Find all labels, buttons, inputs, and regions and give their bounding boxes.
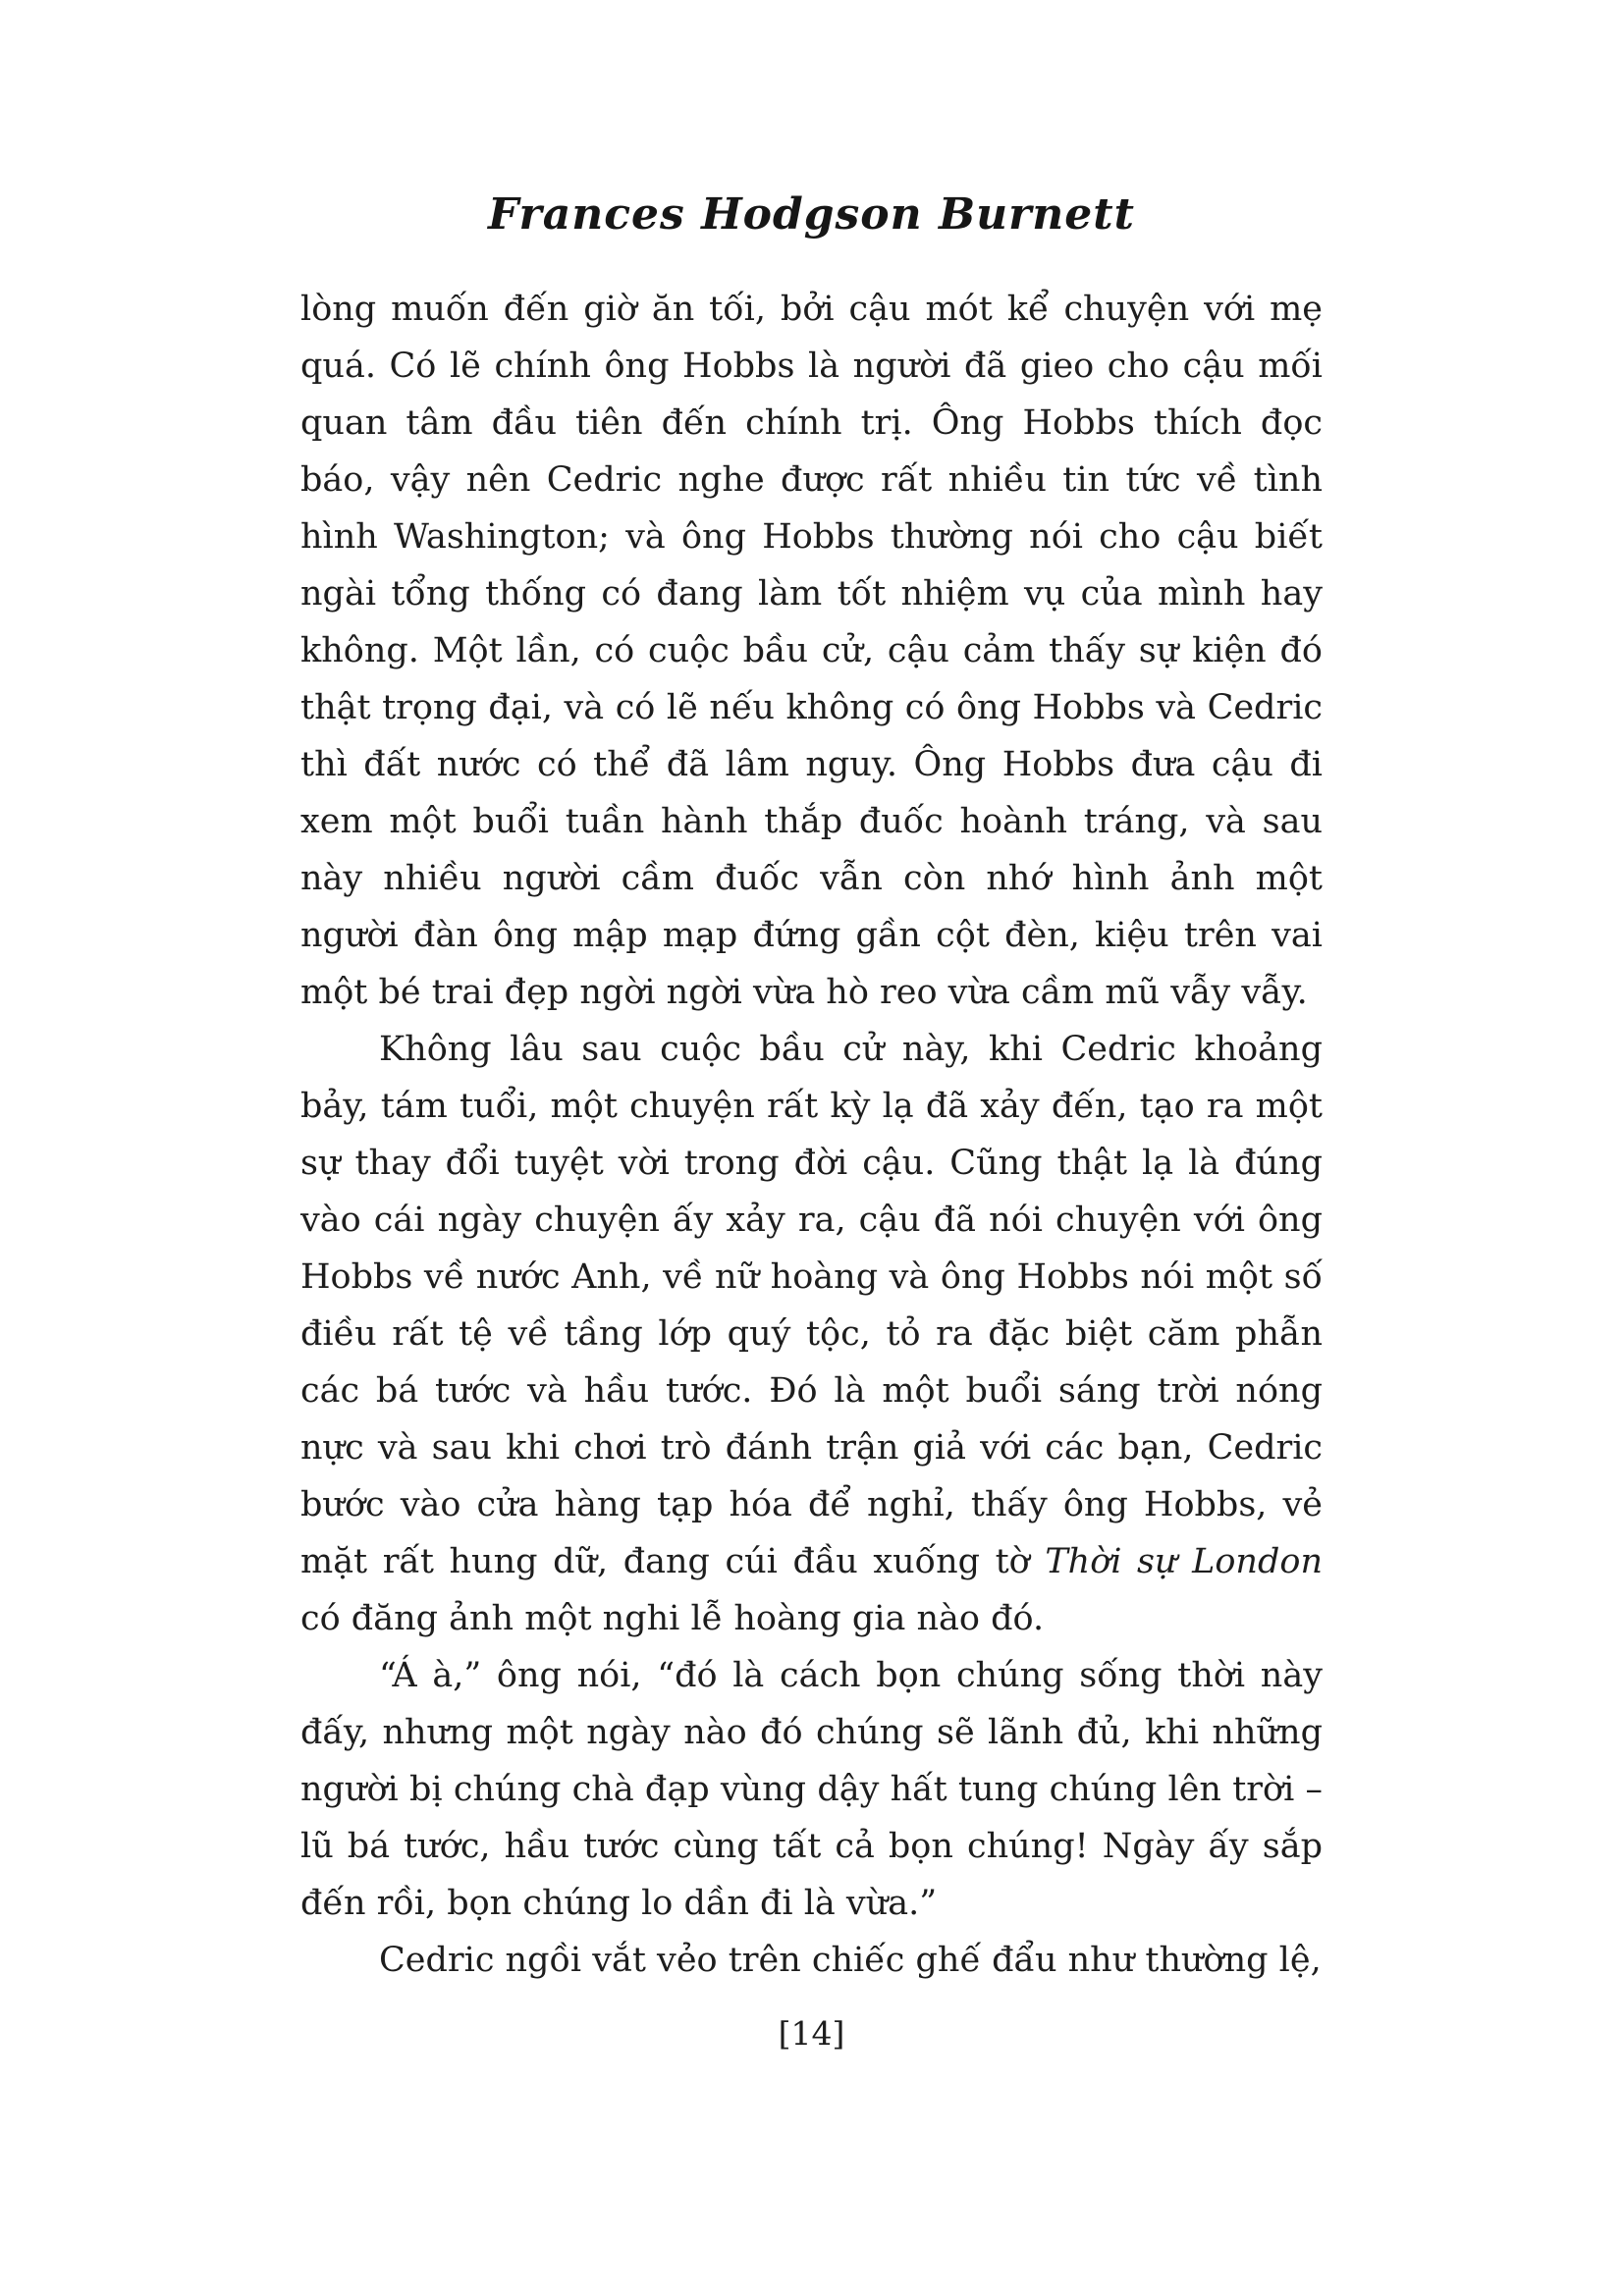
page-number: [14] [778, 2014, 845, 2053]
paragraph [300, 1647, 1323, 1932]
paragraph [300, 281, 1323, 1021]
text-segment: có đăng ảnh một nghi lễ hoàng gia nào đó. [300, 1599, 1045, 1638]
body-text [300, 281, 1323, 1989]
text-segment: Không lâu sau cuộc bầu cử này, khi Cedric khoảng bảy, tám tuổi, một chuyện rất kỳ lạ đã xảy đến, tạo ra một sự thay đổi tuyệt vời trong đời cậu. Cũng thật lạ là đúng vào cái ngày chuyện ấy xảy ra, cậu đã nói chuyện với ông Hobbs về nước Anh, về nữ hoàng và ông Hobbs nói một số điều rất tệ về tầng lớp quý tộc, tỏ ra đặc biệt căm phẫn các bá tước và hầu tước. Đó là một buổi sáng trời nóng nực và sau khi chơi trò đánh trận giả với các bạn, Cedric bước vào cửa hàng tạp hóa để nghỉ, thấy ông Hobbs, vẻ mặt rất hung dữ, đang cúi đầu xuống tờ [300, 1030, 1323, 1581]
running-header: Frances Hodgson Burnett [488, 189, 1135, 240]
text-segment: lòng muốn đến giờ ăn tối, bởi cậu mót kể chuyện với mẹ quá. Có lẽ chính ông Hobbs là người đã gieo cho cậu mối quan tâm đầu tiên đến chính trị. Ông Hobbs thích đọc báo, vậy nên Cedric nghe được rất nhiều tin tức về tình hình Washington; và ông Hobbs thường nói cho cậu biết ngài tổng thống có đang làm tốt nhiệm vụ của mình hay không. Một lần, có cuộc bầu cử, cậu cảm thấy sự kiện đó thật trọng đại, và có lẽ nếu không có ông Hobbs và Cedric thì đất nước có thể đã lâm nguy. Ông Hobbs đưa cậu đi xem một buổi tuần hành thắp đuốc hoành tráng, và sau này nhiều người cầm đuốc vẫn còn nhớ hình ảnh một người đàn ông mập mạp đứng gần cột đèn, kiệu trên vai một bé trai đẹp ngời ngời vừa hò reo vừa cầm mũ vẫy vẫy. [300, 290, 1323, 1012]
book-page [300, 0, 1323, 2296]
paragraph [300, 1021, 1323, 1647]
italic-text-segment: Thời sự London [1045, 1542, 1323, 1581]
text-segment: Cedric ngồi vắt vẻo trên chiếc ghế đẩu như thường lệ, [379, 1941, 1322, 1980]
paragraph [300, 1932, 1323, 1989]
text-segment: “Á à,” ông nói, “đó là cách bọn chúng sống thời này đấy, nhưng một ngày nào đó chúng sẽ lãnh đủ, khi những người bị chúng chà đạp vùng dậy hất tung chúng lên trời – lũ bá tước, hầu tước cùng tất cả bọn chúng! Ngày ấy sắp đến rồi, bọn chúng lo dần đi là vừa.” [300, 1656, 1323, 1923]
